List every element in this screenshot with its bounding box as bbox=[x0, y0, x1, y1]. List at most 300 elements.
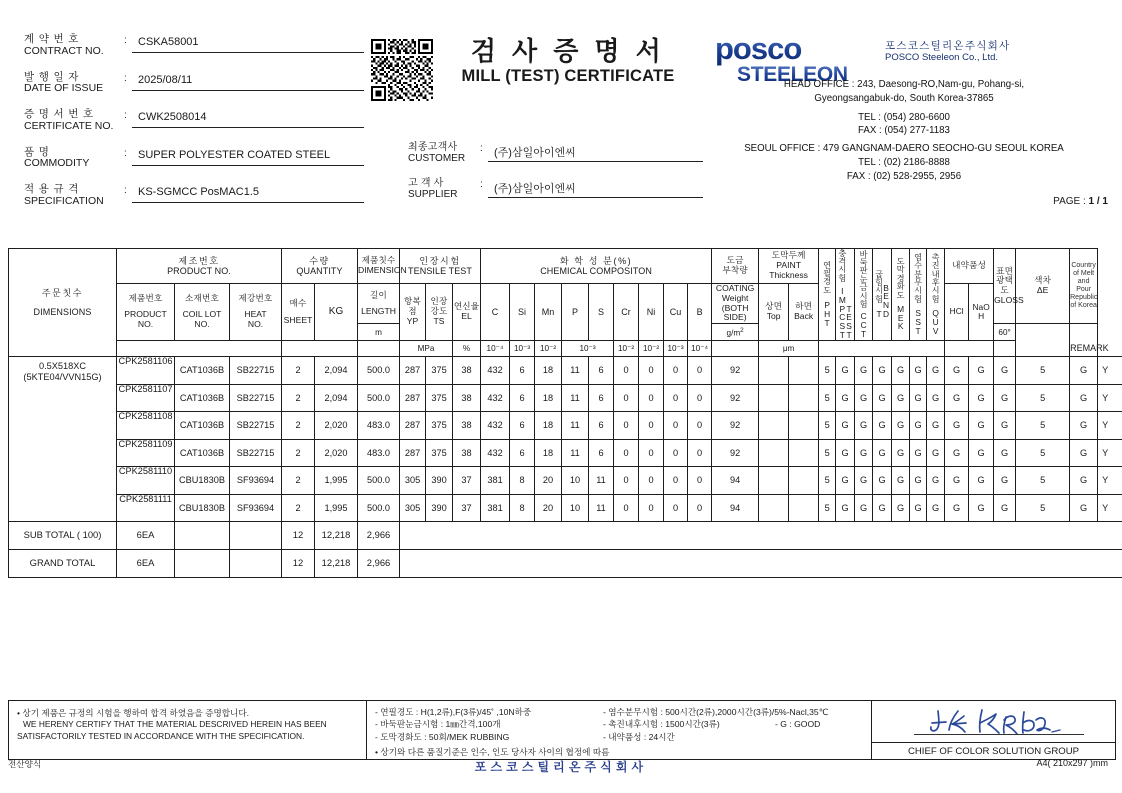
label-kr: 계 약 번 호 bbox=[24, 33, 80, 45]
cell-si: 8 bbox=[510, 467, 535, 495]
th-back-en: Back bbox=[794, 311, 814, 322]
cell-b: 0 bbox=[688, 467, 712, 495]
cell-cct: G bbox=[855, 439, 873, 467]
cell-extra: G bbox=[994, 384, 1016, 412]
th-paint-group bbox=[759, 249, 819, 284]
th-top-kr: 상면 bbox=[765, 301, 783, 312]
cell-heat-no: SB22715 bbox=[230, 439, 282, 467]
cell-pht: 5 bbox=[819, 384, 836, 412]
cell-pht: 5 bbox=[819, 412, 836, 440]
th-dimensions-kr: 주문칫수 bbox=[41, 287, 84, 298]
cell-heat-no: SF93694 bbox=[230, 494, 282, 522]
cell-coil-lot: CBU1830B bbox=[175, 467, 230, 495]
cell-impact: G bbox=[836, 467, 855, 495]
cell-c: 432 bbox=[481, 357, 510, 385]
cell-c: 432 bbox=[481, 412, 510, 440]
vertical-header bbox=[892, 258, 909, 331]
cell-yp: 287 bbox=[400, 384, 426, 412]
cell-mek: G bbox=[892, 412, 910, 440]
th-paint-top bbox=[759, 284, 789, 341]
th-length-kr: 길이 bbox=[370, 289, 387, 300]
cell-remark: Y bbox=[1098, 412, 1122, 440]
cell-s: 6 bbox=[589, 384, 614, 412]
mill-test-data-table bbox=[8, 248, 1122, 578]
cell-p: 10 bbox=[562, 494, 589, 522]
cell-extra: G bbox=[994, 467, 1016, 495]
th-kg: KG bbox=[315, 284, 358, 341]
th-quantity-en: QUANTITY bbox=[296, 266, 343, 276]
unit-length-m: m bbox=[358, 324, 400, 341]
th-chemical-group bbox=[481, 249, 712, 284]
th-el-kr: 연신율 bbox=[453, 301, 480, 312]
specification-value: KS-SGMCC PosMAC1.5 bbox=[132, 184, 364, 203]
cell-sst: G bbox=[910, 412, 927, 440]
header-left-fields bbox=[24, 34, 364, 222]
cell-pht: 5 bbox=[819, 439, 836, 467]
cell-mn: 18 bbox=[535, 412, 562, 440]
cell-yp: 287 bbox=[400, 439, 426, 467]
cell-mek: G bbox=[892, 467, 910, 495]
unit-ni: 10⁻² bbox=[639, 341, 664, 357]
vk-stack: 연 필 경 도 P H T bbox=[823, 260, 832, 328]
th-dimensions-en: DIMENSIONS bbox=[33, 307, 92, 318]
company-name-en: POSCO Steeleon Co., Ltd. bbox=[885, 52, 999, 63]
cell-paint-top bbox=[759, 494, 789, 522]
cell-el: 38 bbox=[453, 357, 481, 385]
svg-text:posco: posco bbox=[715, 33, 802, 66]
cell-cct: G bbox=[855, 467, 873, 495]
cell-impact: G bbox=[836, 384, 855, 412]
cell-mn: 18 bbox=[535, 384, 562, 412]
cell-quv: G bbox=[927, 412, 945, 440]
th-heat-number bbox=[230, 284, 282, 341]
cell-bend: G bbox=[873, 357, 892, 385]
cell-product-no: CPK2581108 bbox=[117, 403, 175, 431]
cell-length: 500.0 bbox=[358, 467, 400, 495]
sub-total-length: 2,966 bbox=[358, 522, 400, 550]
cell-remark: Y bbox=[1098, 439, 1122, 467]
th-coating-kr: 도금 부착량 bbox=[722, 255, 748, 275]
cell-ts: 375 bbox=[426, 439, 453, 467]
note-col1-item: - 연필경도 : H(1,2류),F(3류)/45˚ ,10N하중 bbox=[375, 707, 532, 717]
handwritten-signature-icon bbox=[924, 703, 1074, 741]
cell-cr: 0 bbox=[614, 412, 639, 440]
table-header-row-2 bbox=[9, 284, 1122, 324]
cell-product-no: CPK2581107 bbox=[117, 375, 175, 403]
cell-sheet: 2 bbox=[282, 439, 315, 467]
cell-cct: G bbox=[855, 357, 873, 385]
cell-length: 500.0 bbox=[358, 384, 400, 412]
unit-chemres-blank bbox=[945, 341, 994, 357]
field-date-of-issue bbox=[24, 72, 364, 100]
field-label bbox=[24, 147, 124, 171]
note-line bbox=[375, 731, 867, 743]
cell-coating-weight: 94 bbox=[712, 467, 759, 495]
cell-quv: G bbox=[927, 467, 945, 495]
cell-paint-top bbox=[759, 357, 789, 385]
cell-kg: 2,020 bbox=[315, 439, 358, 467]
cell-s: 11 bbox=[589, 467, 614, 495]
colon: : bbox=[124, 72, 127, 84]
th-coil-kr: 소재번호 bbox=[185, 293, 219, 304]
sub-total-blank-1 bbox=[175, 522, 230, 550]
unit-cu: 10⁻³ bbox=[664, 341, 688, 357]
vk-stack: 굽 힘 시 험 T bbox=[875, 269, 884, 319]
th-sheet-kr: 매수 bbox=[289, 297, 307, 308]
note-bottom: • 상기와 다른 품질기준은 인수, 인도 당사자 사이의 협정에 따름 bbox=[375, 747, 610, 758]
unit-b: 10⁻⁴ bbox=[688, 341, 712, 357]
cell-paint-back bbox=[789, 439, 819, 467]
label-kr: 품 명 bbox=[24, 145, 50, 158]
footer-box bbox=[8, 700, 1116, 760]
table-row bbox=[9, 439, 1122, 467]
cell-ni: 0 bbox=[639, 357, 664, 385]
unit-coating-gm2: $g/m^2$ bbox=[712, 324, 759, 341]
grand-total-length: 2,966 bbox=[358, 550, 400, 578]
note-line bbox=[375, 706, 867, 718]
cell-cu: 0 bbox=[664, 467, 688, 495]
th-product-no-group bbox=[117, 249, 282, 284]
cell-ni: 0 bbox=[639, 384, 664, 412]
cell-gloss: 5 bbox=[1016, 439, 1070, 467]
field-label bbox=[24, 34, 124, 58]
cell-hcl: G bbox=[945, 412, 969, 440]
th-coatw-en: COATING Weight (BOTH SIDE) bbox=[715, 283, 755, 323]
address-line: HEAD OFFICE : 243, Daesong-RO,Nam-gu, Pohang-si, bbox=[783, 79, 1025, 90]
cell-si: 6 bbox=[510, 412, 535, 440]
cell-impact: G bbox=[836, 439, 855, 467]
cell-coil-lot: CBU1830B bbox=[175, 494, 230, 522]
svg-text:STEELEON: STEELEON bbox=[737, 63, 848, 85]
th-sheet-en: SHEET bbox=[283, 314, 313, 325]
cell-yp: 305 bbox=[400, 467, 426, 495]
cell-remark: Y bbox=[1098, 384, 1122, 412]
cell-ni: 0 bbox=[639, 467, 664, 495]
cell-gloss: 5 bbox=[1016, 494, 1070, 522]
cell-coil-lot: CAT1036B bbox=[175, 412, 230, 440]
colon: : bbox=[480, 179, 483, 190]
cell-delta-e: G bbox=[1070, 357, 1098, 385]
cell-length: 500.0 bbox=[358, 494, 400, 522]
note-col1-item: - 바둑판눈금시험 : 1㎜간격,100개 bbox=[375, 719, 501, 730]
th-yp-kr: 항복점 bbox=[404, 296, 421, 317]
label-en: SPECIFICATION bbox=[24, 194, 104, 207]
cell-cu: 0 bbox=[664, 357, 688, 385]
cell-yp: 287 bbox=[400, 412, 426, 440]
cell-kg: 2,020 bbox=[315, 412, 358, 440]
th-coil-lot-number bbox=[175, 284, 230, 341]
cell-product-no: CPK2581110 bbox=[117, 458, 175, 486]
grand-total-label: GRAND TOTAL bbox=[9, 550, 117, 578]
cell-cct: G bbox=[855, 494, 873, 522]
field-contract-no bbox=[24, 34, 364, 62]
th-quantity-group bbox=[282, 249, 358, 284]
cell-pht: 5 bbox=[819, 357, 836, 385]
th-el-en: EL bbox=[461, 311, 472, 322]
cell-mn: 20 bbox=[535, 494, 562, 522]
table-header-row-1 bbox=[9, 249, 1122, 284]
cell-paint-top bbox=[759, 384, 789, 412]
cell-bend: G bbox=[873, 412, 892, 440]
th-element-b: B bbox=[688, 284, 712, 341]
th-element-si: Si bbox=[510, 284, 535, 341]
cell-remark: Y bbox=[1098, 494, 1122, 522]
unit-si: 10⁻³ bbox=[510, 341, 535, 357]
th-naoh: NaO H bbox=[969, 284, 994, 341]
cell-heat-no: SB22715 bbox=[230, 357, 282, 385]
table-row bbox=[9, 412, 1122, 440]
th-coating-group bbox=[712, 249, 759, 284]
th-color-difference bbox=[1016, 249, 1070, 324]
table-row bbox=[9, 357, 1122, 385]
colon: : bbox=[124, 110, 127, 121]
label-en: COMMODITY bbox=[24, 157, 90, 170]
th-country-text: Country of Melt and Pour Republic of Korea bbox=[1070, 262, 1098, 310]
th-product-no-en: PRODUCT NO. bbox=[167, 266, 231, 276]
label-en: CONTRACT NO. bbox=[24, 44, 104, 57]
cell-naoh: G bbox=[969, 384, 994, 412]
note-col1-item: - 도막경화도 : 50회/MEK RUBBING bbox=[375, 731, 510, 742]
cell-c: 432 bbox=[481, 384, 510, 412]
cell-el: 38 bbox=[453, 384, 481, 412]
cell-p: 11 bbox=[562, 412, 589, 440]
address-line: Gyeongsangabuk-do, South Korea-37865 bbox=[814, 92, 994, 104]
cell-extra: G bbox=[994, 357, 1016, 385]
cell-sheet: 2 bbox=[282, 384, 315, 412]
cell-ni: 0 bbox=[639, 439, 664, 467]
cell-length: 483.0 bbox=[358, 412, 400, 440]
company-address bbox=[688, 78, 1120, 183]
document-title bbox=[443, 36, 693, 86]
cell-bend: G bbox=[873, 494, 892, 522]
th-product-number bbox=[117, 284, 175, 341]
th-element-cu: Cu bbox=[664, 284, 688, 341]
signature-area bbox=[872, 701, 1115, 742]
th-heat-en: HEAT NO. bbox=[244, 309, 267, 329]
cell-si: 6 bbox=[510, 439, 535, 467]
unit-gloss-blank bbox=[994, 341, 1016, 357]
paper-size-label: A4( 210x297 )mm bbox=[1036, 758, 1108, 768]
cell-naoh: G bbox=[969, 467, 994, 495]
cell-pht: 5 bbox=[819, 467, 836, 495]
cell-kg: 1,995 bbox=[315, 494, 358, 522]
cell-impact: G bbox=[836, 357, 855, 385]
label-kr: 적 용 규 격 bbox=[24, 183, 80, 195]
th-element-ni: Ni bbox=[639, 284, 664, 341]
table-row bbox=[9, 384, 1122, 412]
cell-paint-back bbox=[789, 384, 819, 412]
cell-sst: G bbox=[910, 494, 927, 522]
cell-mn: 18 bbox=[535, 357, 562, 385]
address-line: FAX : (054) 277-1183 bbox=[858, 125, 950, 137]
th-remark: REMARK bbox=[1070, 324, 1098, 357]
cell-remark: Y bbox=[1098, 357, 1122, 385]
cell-mek: G bbox=[892, 494, 910, 522]
cell-mn: 18 bbox=[535, 439, 562, 467]
cell-gloss: 5 bbox=[1016, 467, 1070, 495]
cell-coating-weight: 94 bbox=[712, 494, 759, 522]
grand-total-blank-2 bbox=[230, 550, 282, 578]
contract-no-value: CSKA58001 bbox=[132, 34, 364, 53]
cell-cu: 0 bbox=[664, 494, 688, 522]
cell-sheet: 2 bbox=[282, 357, 315, 385]
cell-b: 0 bbox=[688, 357, 712, 385]
cell-delta-e: G bbox=[1070, 467, 1098, 495]
cert-statement-en-1: WE HERENY CERTIFY THAT THE MATERIAL DESCRIVED HEREIN HAS BEEN bbox=[23, 719, 327, 730]
cell-cct: G bbox=[855, 384, 873, 412]
th-top-en: Top bbox=[766, 311, 781, 322]
page-label: PAGE : bbox=[1053, 196, 1086, 207]
cell-sst: G bbox=[910, 467, 927, 495]
th-chemical-kr: 화 학 성 분(%) bbox=[559, 255, 633, 266]
cell-hcl: G bbox=[945, 467, 969, 495]
th-paint-en: PAINT Thickness bbox=[769, 260, 808, 280]
company-name-kr: 포스코스틸리온주식회사 bbox=[885, 40, 1011, 52]
cell-kg: 1,995 bbox=[315, 467, 358, 495]
label-en: CERTIFICATE NO. bbox=[24, 119, 114, 132]
commodity-value: SUPER POLYESTER COATED STEEL bbox=[132, 147, 364, 166]
cell-hcl: G bbox=[945, 384, 969, 412]
th-gloss-en: GLOSS bbox=[994, 294, 1024, 305]
vertical-header bbox=[910, 254, 926, 335]
cell-el: 37 bbox=[453, 467, 481, 495]
cell-gloss: 5 bbox=[1016, 357, 1070, 385]
cell-c: 432 bbox=[481, 439, 510, 467]
cell-cr: 0 bbox=[614, 467, 639, 495]
cell-cu: 0 bbox=[664, 412, 688, 440]
th-impact-test bbox=[836, 249, 855, 341]
th-de-en: ΔE bbox=[1036, 285, 1049, 296]
cell-naoh: G bbox=[969, 439, 994, 467]
field-commodity bbox=[24, 147, 364, 175]
cell-gloss: 5 bbox=[1016, 412, 1070, 440]
cell-b: 0 bbox=[688, 494, 712, 522]
th-prodno-kr: 제품번호 bbox=[128, 293, 163, 304]
colon: : bbox=[124, 147, 127, 159]
form-label: 전산양식 bbox=[8, 759, 42, 769]
cell-s: 6 bbox=[589, 439, 614, 467]
cell-extra: G bbox=[994, 439, 1016, 467]
th-ts-en: TS bbox=[433, 315, 445, 326]
cell-heat-no: SB22715 bbox=[230, 384, 282, 412]
unit-cr: 10⁻² bbox=[614, 341, 639, 357]
th-product-dim-kr: 제품칫수 bbox=[361, 255, 396, 266]
cert-statement-kr: • 상기 제품은 규정의 시험을 행하여 합격 하였음을 증명합니다. bbox=[17, 708, 250, 718]
cell-quv: G bbox=[927, 439, 945, 467]
field-label bbox=[408, 178, 480, 200]
signature-title: CHIEF OF COLOR SOLUTION GROUP bbox=[872, 742, 1115, 759]
supplier-value: (주)삼일아이엔씨 bbox=[488, 178, 703, 198]
footer-signature-block bbox=[872, 701, 1115, 759]
th-delta-e-blank bbox=[1016, 324, 1070, 357]
field-label bbox=[408, 142, 480, 164]
dimension-line-2: (5KTE04/VVN15G) bbox=[23, 371, 102, 382]
cell-c: 381 bbox=[481, 467, 510, 495]
grand-total-blank-1 bbox=[175, 550, 230, 578]
cell-delta-e: G bbox=[1070, 439, 1098, 467]
th-prodno-en: PRODUCT NO. bbox=[124, 309, 167, 329]
cell-s: 11 bbox=[589, 494, 614, 522]
th-pencil-hardness bbox=[819, 249, 836, 341]
th-salt-spray-test bbox=[910, 249, 927, 341]
cell-naoh: G bbox=[969, 357, 994, 385]
cell-paint-back bbox=[789, 412, 819, 440]
address-line: SEOUL OFFICE : 479 GANGNAM-DAERO SEOCHO-GU SEOUL KOREA bbox=[744, 143, 1064, 155]
table-row bbox=[9, 494, 1122, 522]
colon: : bbox=[480, 143, 483, 154]
cell-sheet: 2 bbox=[282, 467, 315, 495]
th-quv-test bbox=[927, 249, 945, 341]
cell-mek: G bbox=[892, 357, 910, 385]
cell-extra: G bbox=[994, 412, 1016, 440]
sub-total-kg: 12,218 bbox=[315, 522, 358, 550]
cell-b: 0 bbox=[688, 384, 712, 412]
th-element-c: C bbox=[481, 284, 510, 341]
note-col2-item: - 염수분무시험 : 500시간(2류),2000시간(3류)/5%-Nacl,35℃ bbox=[603, 707, 829, 717]
th-product-no-kr: 제조번호 bbox=[178, 255, 220, 266]
cell-b: 0 bbox=[688, 439, 712, 467]
cell-yp: 287 bbox=[400, 357, 426, 385]
dimension-line-1: 0.5X518XC bbox=[39, 361, 86, 372]
th-element-cr: Cr bbox=[614, 284, 639, 341]
vk-stack: 도 막 경 화 도 M E K bbox=[896, 257, 905, 332]
cell-impact: G bbox=[836, 412, 855, 440]
note-line bbox=[375, 718, 867, 730]
th-country-of-melt bbox=[1070, 249, 1098, 324]
certificate-no-value: CWK2508014 bbox=[132, 109, 364, 128]
cell-cct: G bbox=[855, 412, 873, 440]
qr-code-icon bbox=[371, 39, 433, 101]
th-paint-kr: 도막두께 bbox=[771, 250, 806, 261]
address-line: FAX : (02) 528-2955, 2956 bbox=[846, 170, 962, 182]
label-kr: 발 행 일 자 bbox=[24, 70, 80, 83]
th-quantity-kr: 수량 bbox=[309, 255, 330, 266]
cell-b: 0 bbox=[688, 412, 712, 440]
unit-tests-blank bbox=[819, 341, 945, 357]
cell-mn: 20 bbox=[535, 467, 562, 495]
vl-stack: B E N D bbox=[883, 282, 890, 319]
vertical-header bbox=[855, 251, 872, 339]
cell-coating-weight: 92 bbox=[712, 412, 759, 440]
cell-ni: 0 bbox=[639, 494, 664, 522]
th-cross-cut-test bbox=[855, 249, 873, 341]
th-yield-point bbox=[400, 284, 426, 341]
cell-si: 6 bbox=[510, 384, 535, 412]
th-element-p: P bbox=[562, 284, 589, 341]
th-heat-kr: 제강번호 bbox=[238, 293, 273, 304]
cell-ts: 375 bbox=[426, 357, 453, 385]
customer-block bbox=[408, 142, 703, 214]
footer-test-notes bbox=[367, 701, 872, 759]
th-paint-back bbox=[789, 284, 819, 341]
th-length bbox=[358, 284, 400, 324]
th-hcl: HCl bbox=[945, 284, 969, 341]
field-label bbox=[24, 184, 124, 208]
cell-paint-top bbox=[759, 439, 789, 467]
label-en: DATE OF ISSUE bbox=[24, 82, 104, 95]
unit-coating-blank bbox=[712, 341, 759, 357]
cell-quv: G bbox=[927, 494, 945, 522]
th-tensile-group bbox=[400, 249, 481, 284]
vertical-header bbox=[836, 250, 854, 340]
vk-stack: 촉 진 내 후 시 험 Q U V bbox=[931, 252, 940, 336]
cell-paint-back bbox=[789, 357, 819, 385]
unit-blank-qty bbox=[282, 341, 358, 357]
cell-product-no: CPK2581111 bbox=[117, 485, 175, 513]
th-coating-weight bbox=[712, 284, 759, 324]
th-yp-en: YP bbox=[406, 315, 419, 326]
field-supplier bbox=[408, 178, 703, 204]
